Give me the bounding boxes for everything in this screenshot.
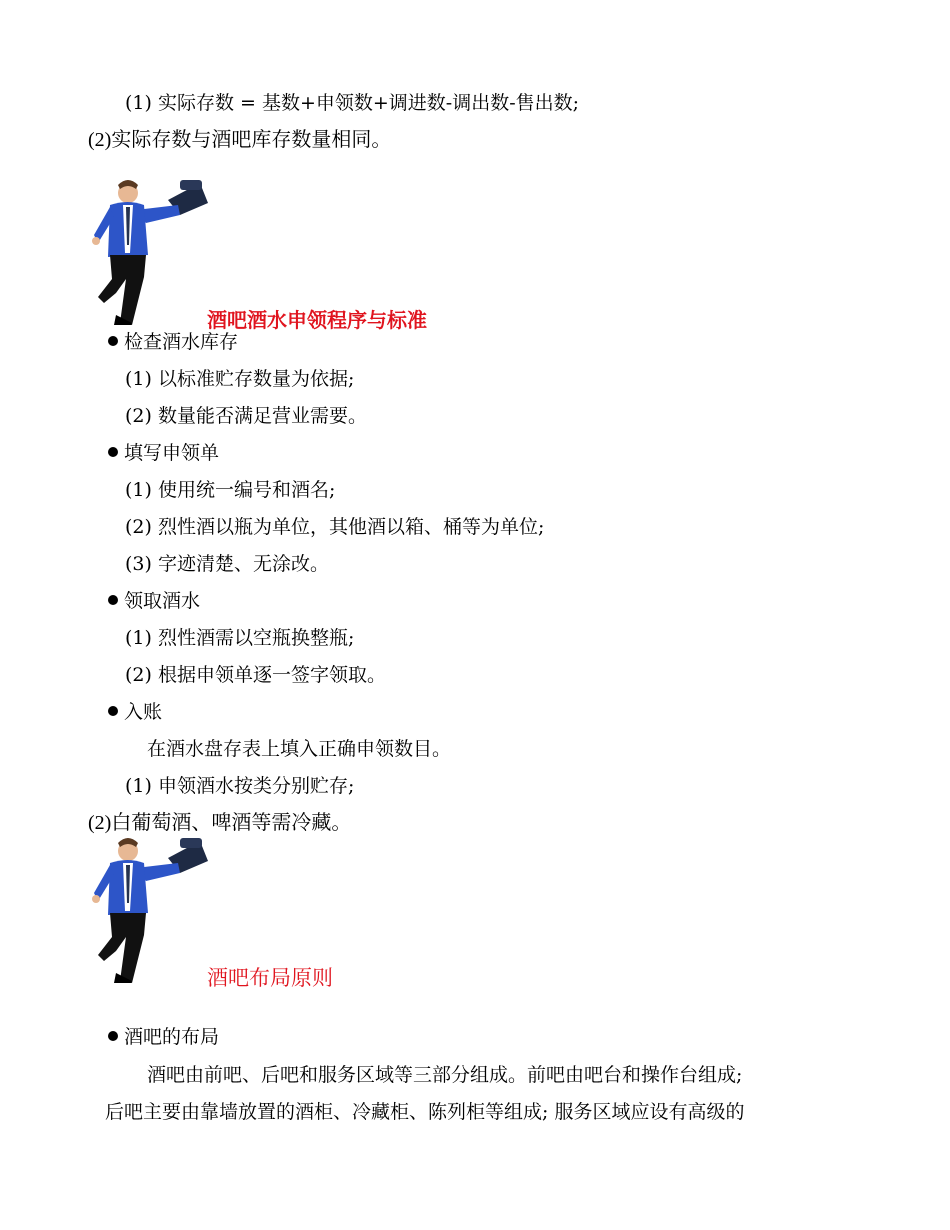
list-item: (3) 字迹清楚、无涂改。 [125, 553, 329, 575]
section-heading-requisition: 酒吧酒水申领程序与标准 [207, 310, 427, 332]
list-item: (1) 以标准贮存数量为依据; [125, 368, 355, 390]
bullet-fill-form [108, 440, 219, 466]
list-item: (2) 根据申领单逐一签字领取。 [125, 664, 386, 686]
bullet-icon [108, 447, 118, 457]
bullet-check-stock [108, 329, 238, 355]
list-item: (2) 烈性酒以瓶为单位，其他酒以箱、桶等为单位; [125, 516, 545, 538]
stock-formula-line: (1) 实际存数 = 基数+申领数+调进数-调出数-售出数; [125, 92, 580, 114]
list-item: (2)白葡萄酒、啤酒等需冷藏。 [88, 812, 352, 834]
layout-paragraph-2: 后吧主要由靠墙放置的酒柜、冷藏柜、陈列柜等组成; 服务区域应设有高级的 [105, 1101, 745, 1123]
bullet-title: 入账 [124, 701, 163, 723]
bullet-icon [108, 706, 118, 716]
bullet-title: 领取酒水 [124, 590, 201, 612]
bullet-title: 酒吧的布局 [124, 1026, 220, 1048]
list-item: (1) 申领酒水按类分别贮存; [125, 775, 355, 797]
businessman-running-icon [88, 833, 213, 983]
bullet-icon [108, 1031, 118, 1041]
list-item: (2) 数量能否满足营业需要。 [125, 405, 367, 427]
bullet-bar-layout [108, 1024, 219, 1050]
bullet-account-entry [108, 699, 162, 725]
list-item: (1) 使用统一编号和酒名; [125, 479, 336, 501]
layout-paragraph-1: 酒吧由前吧、后吧和服务区域等三部分组成。前吧由吧台和操作台组成; [147, 1064, 743, 1086]
bullet-title: 检查酒水库存 [124, 331, 239, 353]
bullet-icon [108, 336, 118, 346]
stock-match-line: (2)实际存数与酒吧库存数量相同。 [88, 129, 392, 151]
account-text: 在酒水盘存表上填入正确申领数目。 [147, 738, 452, 760]
bullet-title: 填写申领单 [124, 442, 220, 464]
bullet-collect-drinks [108, 588, 200, 614]
list-item: (1) 烈性酒需以空瓶换整瓶; [125, 627, 355, 649]
bullet-icon [108, 595, 118, 605]
section-heading-layout: 酒吧布局原则 [207, 966, 333, 990]
businessman-running-icon [88, 175, 213, 325]
